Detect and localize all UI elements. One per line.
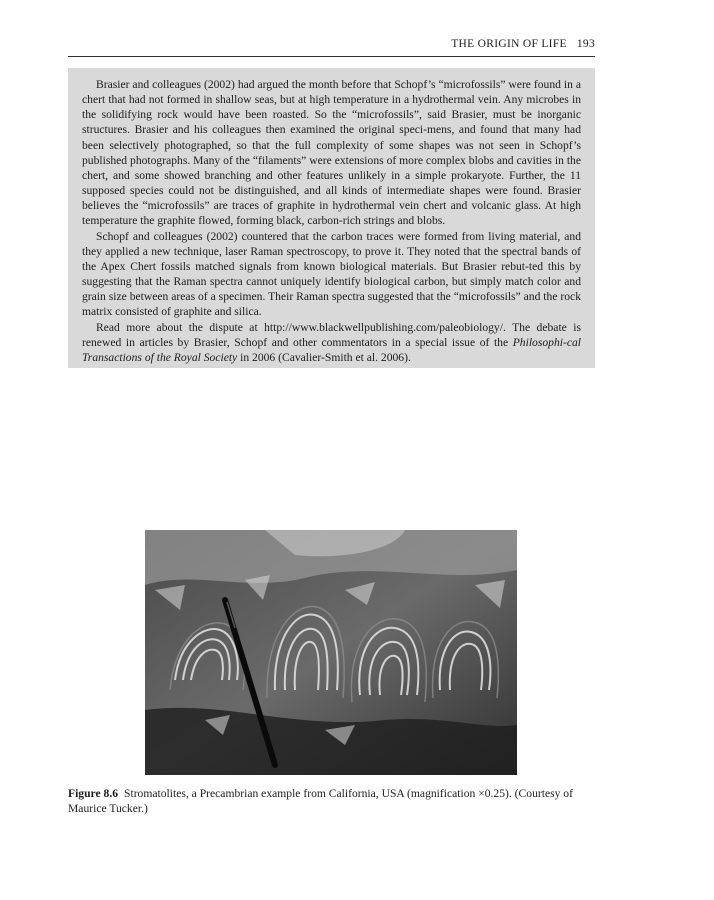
journal-title: Philosophi-cal Transactions of the Royal Society: [82, 335, 581, 364]
running-title: THE ORIGIN OF LIFE: [451, 38, 567, 50]
box-paragraph-2: Schopf and colleagues (2002) countered that the carbon traces were formed from living material, and they applied a new technique, laser Raman spectroscopy, to prove it. They noted that the spectral bands of the Apex Chert fossils matched signals from known biological materials. But Brasier rebut-ted this by suggesting that the Raman spectra cannot uniquely identify biological carbon, but simply match color and grain size between areas of a specimen. Their Raman spectra suggested that the “microfossils” and the rock matrix consisted of graphite and silica.: [82, 229, 581, 319]
figure-caption: [68, 786, 595, 816]
running-header: [68, 38, 595, 57]
box-paragraph-3-end: in 2006 (Cavalier-Smith et al. 2006).: [237, 350, 411, 364]
stromatolite-image: [145, 530, 517, 775]
box-paragraph-1: Brasier and colleagues (2002) had argued the month before that Schopf’s “microfossils” were found in a chert that had not formed in shallow seas, but at high temperature in a hydrothermal vein. Any microbes in the solidifying rock would have been roasted. So the “microfossils”, said Brasier, must be inorganic structures. Brasier and his colleagues then examined the original speci-mens, and found that many had been selectively photographed, so that the full complexity of some shapes was not seen in Schopf’s published photographs. Many of the “filaments” were extensions of more complex blobs and cavities in the chert, and some showed branching and other features unlikely in a simple prokaryote. Further, the 11 supposed species could not be distinguished, and all kinds of intermediate shapes were found. Brasier believes the “microfossils” are traces of graphite in hydrothermal vein chert and volcanic glass. At high temperature the graphite flowed, forming black, carbon-rich strings and blobs.: [82, 78, 581, 228]
figure-label: Figure 8.6: [68, 787, 119, 800]
stromatolite-photo: [145, 530, 517, 775]
figure-caption-text: Stromatolites, a Precambrian example from California, USA (magnification ×0.25). (Courtesy of Maurice Tucker.): [68, 787, 573, 815]
sidebar-box: [68, 68, 595, 368]
box-paragraph-3: [82, 320, 581, 365]
page-number: 193: [576, 38, 595, 50]
box-paragraph-3-text: Read more about the dispute at http://www.blackwellpublishing.com/paleobiology/. The debate is renewed in articles by Brasier, Schopf and other commentators in a special issue of the: [82, 320, 581, 349]
